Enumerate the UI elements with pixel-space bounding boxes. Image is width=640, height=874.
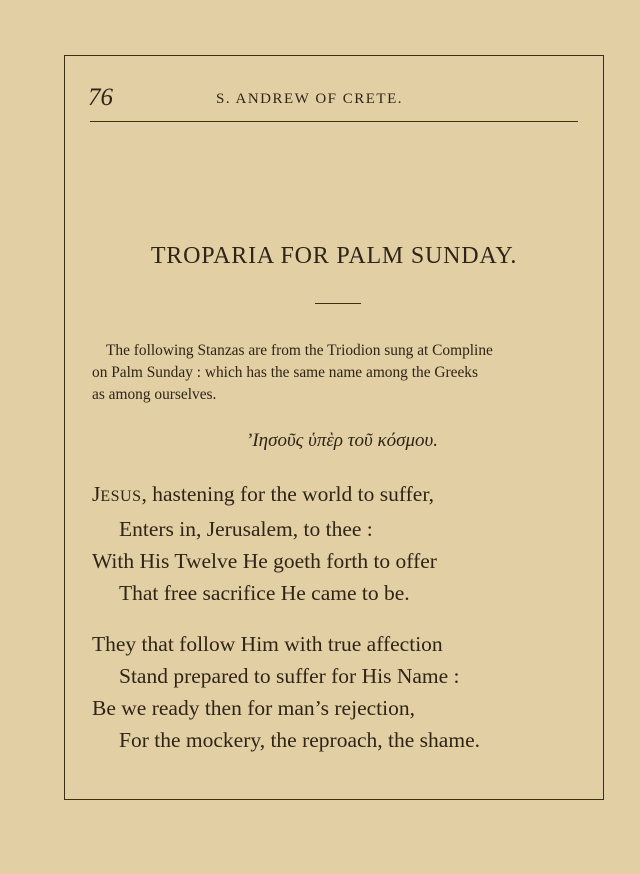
running-title: S. ANDREW OF CRETE. bbox=[216, 91, 403, 107]
verse-line: That free sacrifice He came to be. bbox=[119, 581, 410, 605]
greek-heading: ’Ιησοῦς ὑπὲρ τοῦ κόσμου. bbox=[246, 430, 438, 451]
small-caps-rest: ESUS bbox=[100, 488, 142, 505]
verse-line: Be we ready then for man’s rejection, bbox=[92, 696, 415, 720]
intro-line: on Palm Sunday : which has the same name among the Greeks bbox=[92, 364, 478, 381]
small-caps-initial: J bbox=[92, 482, 101, 506]
verse-line bbox=[92, 478, 592, 513]
verse-text: , hastening for the world to suffer, bbox=[141, 482, 435, 506]
intro-line: The following Stanzas are from the Triodion sung at Compline bbox=[106, 342, 493, 359]
verse-line: Stand prepared to suffer for His Name : bbox=[119, 664, 460, 688]
verse-line: They that follow Him with true affection bbox=[92, 632, 443, 656]
verse-line: For the mockery, the reproach, the shame. bbox=[119, 728, 480, 752]
stanza-1 bbox=[92, 478, 592, 609]
stanza-2 bbox=[92, 628, 592, 756]
section-title: TROPARIA FOR PALM SUNDAY. bbox=[150, 243, 518, 269]
running-head bbox=[88, 84, 578, 112]
page-number: 76 bbox=[88, 84, 113, 111]
header-rule bbox=[90, 121, 578, 122]
title-rule bbox=[315, 303, 361, 304]
verse-line: Enters in, Jerusalem, to thee : bbox=[119, 517, 373, 541]
intro-paragraph bbox=[92, 340, 580, 406]
verse-line: With His Twelve He goeth forth to offer bbox=[92, 549, 437, 573]
intro-line: as among ourselves. bbox=[92, 386, 217, 403]
